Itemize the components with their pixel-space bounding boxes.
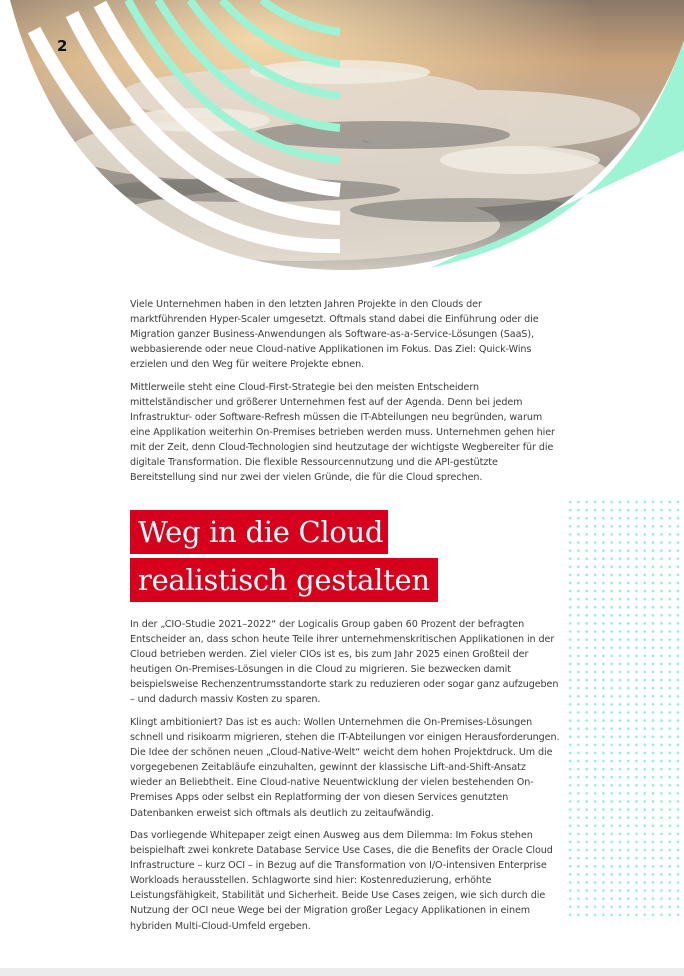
section-body-text bbox=[130, 617, 560, 941]
intro-paragraph-1: Viele Unternehmen haben in den letzten Jahren Projekte in den Clouds der marktführenden Hyper-Scaler umgesetzt. Oftmals stand dabei die Einführung oder die Migration ganzer Business-Anwendungen als Software-as-a-Service-Lösungen (SaaS), webbasierende oder neue Cloud-native Applikationen im Fokus. Das Ziel: Quick-Wins erzielen und den Weg für weitere Projekte ebnen. bbox=[130, 299, 539, 371]
page-number: 2 bbox=[57, 37, 68, 55]
intro-text bbox=[130, 297, 560, 493]
hero-cloud-image bbox=[0, 0, 684, 280]
section-paragraph-3: Das vorliegende Whitepaper zeigt einen Ausweg aus dem Dilemma: Im Fokus stehen beispielhaft zwei konkrete Database Service Use Cases, die die Benefits der Oracle Cloud Infrastructure – kurz OCI – in Bezug auf die Transformation von I/O-intensiven Enterprise Workloads herausstellen. Schlagworte sind hier: Kostenreduzierung, erhöhte Leistungsfähigkeit, Stabilität und Sicherheit. Beide Use Cases zeigen, wie sich durch die Nutzung der OCI neue Wege bei der Migration großer Legacy Applikationen in einem hybriden Multi-Cloud-Umfeld ergeben. bbox=[130, 830, 553, 932]
section-paragraph-2: Klingt ambitioniert? Das ist es auch: Wollen Unternehmen die On-Premises-Lösungen schnell und risikoarm migrieren, stehen die IT-Abteilungen vor einigen Herausforderungen. Die Idee der schönen neuen „Cloud-Native-Welt“ weicht dem hohen Projektdruck. Um die vorgegebenen Zeitabläufe einzuhalten, gewinnt der klassische Lift-and-Shift-Ansatz wieder an Beliebtheit. Eine Cloud-native Neuentwicklung der vielen bestehenden On-Premises Apps oder selbst ein Replatforming der von diesen Services genutzten Datenbanken erweist sich oftmals als deutlich zu zeitaufwändig. bbox=[130, 716, 560, 819]
section-heading-line-1: Weg in die Cloud bbox=[130, 510, 388, 554]
dot-pattern-decoration bbox=[566, 498, 682, 922]
section-heading-line-2: realistisch gestalten bbox=[130, 558, 438, 602]
section-paragraph-1: In der „CIO-Studie 2021–2022“ der Logicalis Group gaben 60 Prozent der befragten Entscheider an, dass schon heute Teile ihrer unternehmenskritischen Applikationen in der Cloud betrieben werden. Ziel vieler CIOs ist es, bis zum Jahr 2025 einen Großteil der heutigen On-Premises-Lösungen in die Cloud zu migrieren. Sie bezwecken damit beispielsweise Rechenzentrumsstandorte stark zu reduzieren oder sogar ganz aufzugeben – und dadurch massiv Kosten zu sparen. bbox=[130, 619, 559, 706]
footer-band bbox=[0, 968, 684, 976]
intro-paragraph-2: Mittlerweile steht eine Cloud-First-Strategie bei den meisten Entscheidern mittelständischer und größerer Unternehmen fest auf der Agenda. Denn bei jedem Infrastruktur- oder Software-Refresh müssen die IT-Abteilungen neu begründen, warum eine Applikation weiterhin On-Premises betrieben werden muss. Unternehmen gehen hier mit der Zeit, denn Cloud-Technologien sind heutzutage der wichtigste Wegbereiter für die digitale Transformation. Die flexible Ressourcennutzung und die API-gestützte Bereitstellung sind nur zwei der vielen Gründe, die für die Cloud sprechen. bbox=[130, 381, 555, 484]
